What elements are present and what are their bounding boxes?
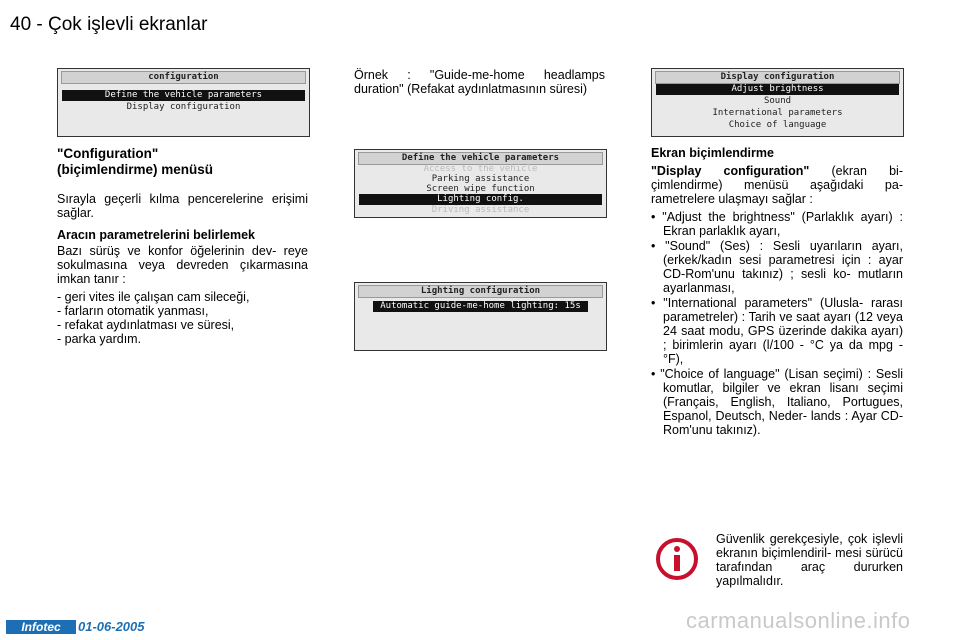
example-caption: Örnek : "Guide-me-home headlamps duration" (Refakat aydınlatmasının süresi) (354, 68, 605, 96)
page-title: 40 - Çok işlevli ekranlar (10, 14, 208, 35)
list-item: • "Choice of language" (Lisan seçimi) : Sesli komutlar, bilgiler ve ekran lisanı seçimi (Français, English, Italiano, Portugues, Espanol, Deutsch, Neder- lands : Ayar CD-Rom'unu takınız). (651, 367, 903, 437)
screen-item-selected: Define the vehicle parameters (62, 90, 305, 101)
screen-lighting-configuration (354, 282, 607, 351)
screen-title: Define the vehicle parameters (358, 152, 603, 165)
section-heading: "Configuration" (biçimlendirme) menüsü (57, 146, 214, 177)
screen-item: Access to the vehicle (423, 164, 538, 174)
screen-item: Parking assistance (431, 174, 530, 184)
list-item: • "Adjust the brightness" (Parlaklık ayarı) : Ekran parlaklık ayarı, (651, 210, 903, 238)
screen-item: Driving assistance (431, 205, 530, 215)
parameter-list (651, 210, 903, 437)
screen-title: configuration (61, 71, 306, 84)
screen-item: Sound (763, 96, 792, 106)
footer-date: 01-06-2005 (78, 619, 145, 634)
info-icon (655, 537, 699, 581)
safety-note: Güvenlik gerekçesiyle, çok işlevli ekranın biçimlendiril- mesi sürücü tarafından araç dururken yapılmalıdır. (716, 532, 903, 588)
screen-item-selected: Lighting config. (359, 194, 602, 205)
screen-item: Choice of language (728, 120, 827, 130)
intro-bold: "Display configuration" (651, 164, 810, 178)
screen-display-configuration (651, 68, 904, 137)
section-heading: Ekran biçimlendirme (651, 146, 774, 160)
screen-title: Lighting configuration (358, 285, 603, 298)
screen-item: Display configuration (126, 102, 241, 112)
screen-item: Screen wipe function (426, 184, 535, 194)
right-column (651, 146, 903, 438)
subheading: Aracın parametrelerini belirlemek (57, 228, 256, 242)
left-column (57, 146, 308, 346)
list-item: - farların otomatik yanması, (57, 304, 209, 318)
list-item: • "International parameters" (Ulusla- rarası parametreler) : Tarih ve saat ayarı (12 veya 24 saat modu, GPS üzerinde dakika ayarı) ; birimlerin ayarı (l/100 - °C ya da mpg - °F), (651, 296, 903, 366)
screen-title: Display configuration (655, 71, 900, 84)
list-item: - geri vites ile çalışan cam sileceği, (57, 290, 250, 304)
screen-item-selected: Adjust brightness (656, 84, 899, 95)
intro-text: Sırayla geçerli kılma pencerelerine erişimi sağlar. (57, 192, 308, 220)
screen-item: International parameters (712, 108, 843, 118)
intro-rest: (ekran bi- çimlendirme) menüsü aşağıdaki pa- rametrelere ulaşmayı sağlar : (651, 164, 903, 206)
feature-list (57, 290, 308, 346)
screen-configuration (57, 68, 310, 137)
screen-vehicle-parameters (354, 149, 607, 218)
infotec-logo: Infotec (6, 620, 76, 634)
list-item: - refakat aydınlatması ve süresi, (57, 318, 235, 332)
body-text: Bazı sürüş ve konfor öğelerinin dev- reye sokulmasına veya devreden çıkarmasına imkan tanır : (57, 244, 308, 286)
list-item: • "Sound" (Ses) : Sesli uyarıların ayarı, (erkek/kadın sesi parametresi için : ayar CD-Rom'unu takınız) ; sesli ko- mutların ayarlanması, (651, 239, 903, 295)
screen-item-selected: Automatic guide-me-home lighting: 15s (373, 301, 588, 312)
list-item: - parka yardım. (57, 332, 142, 346)
watermark: carmanualsonline.info (686, 608, 911, 633)
intro-paragraph (651, 164, 903, 206)
